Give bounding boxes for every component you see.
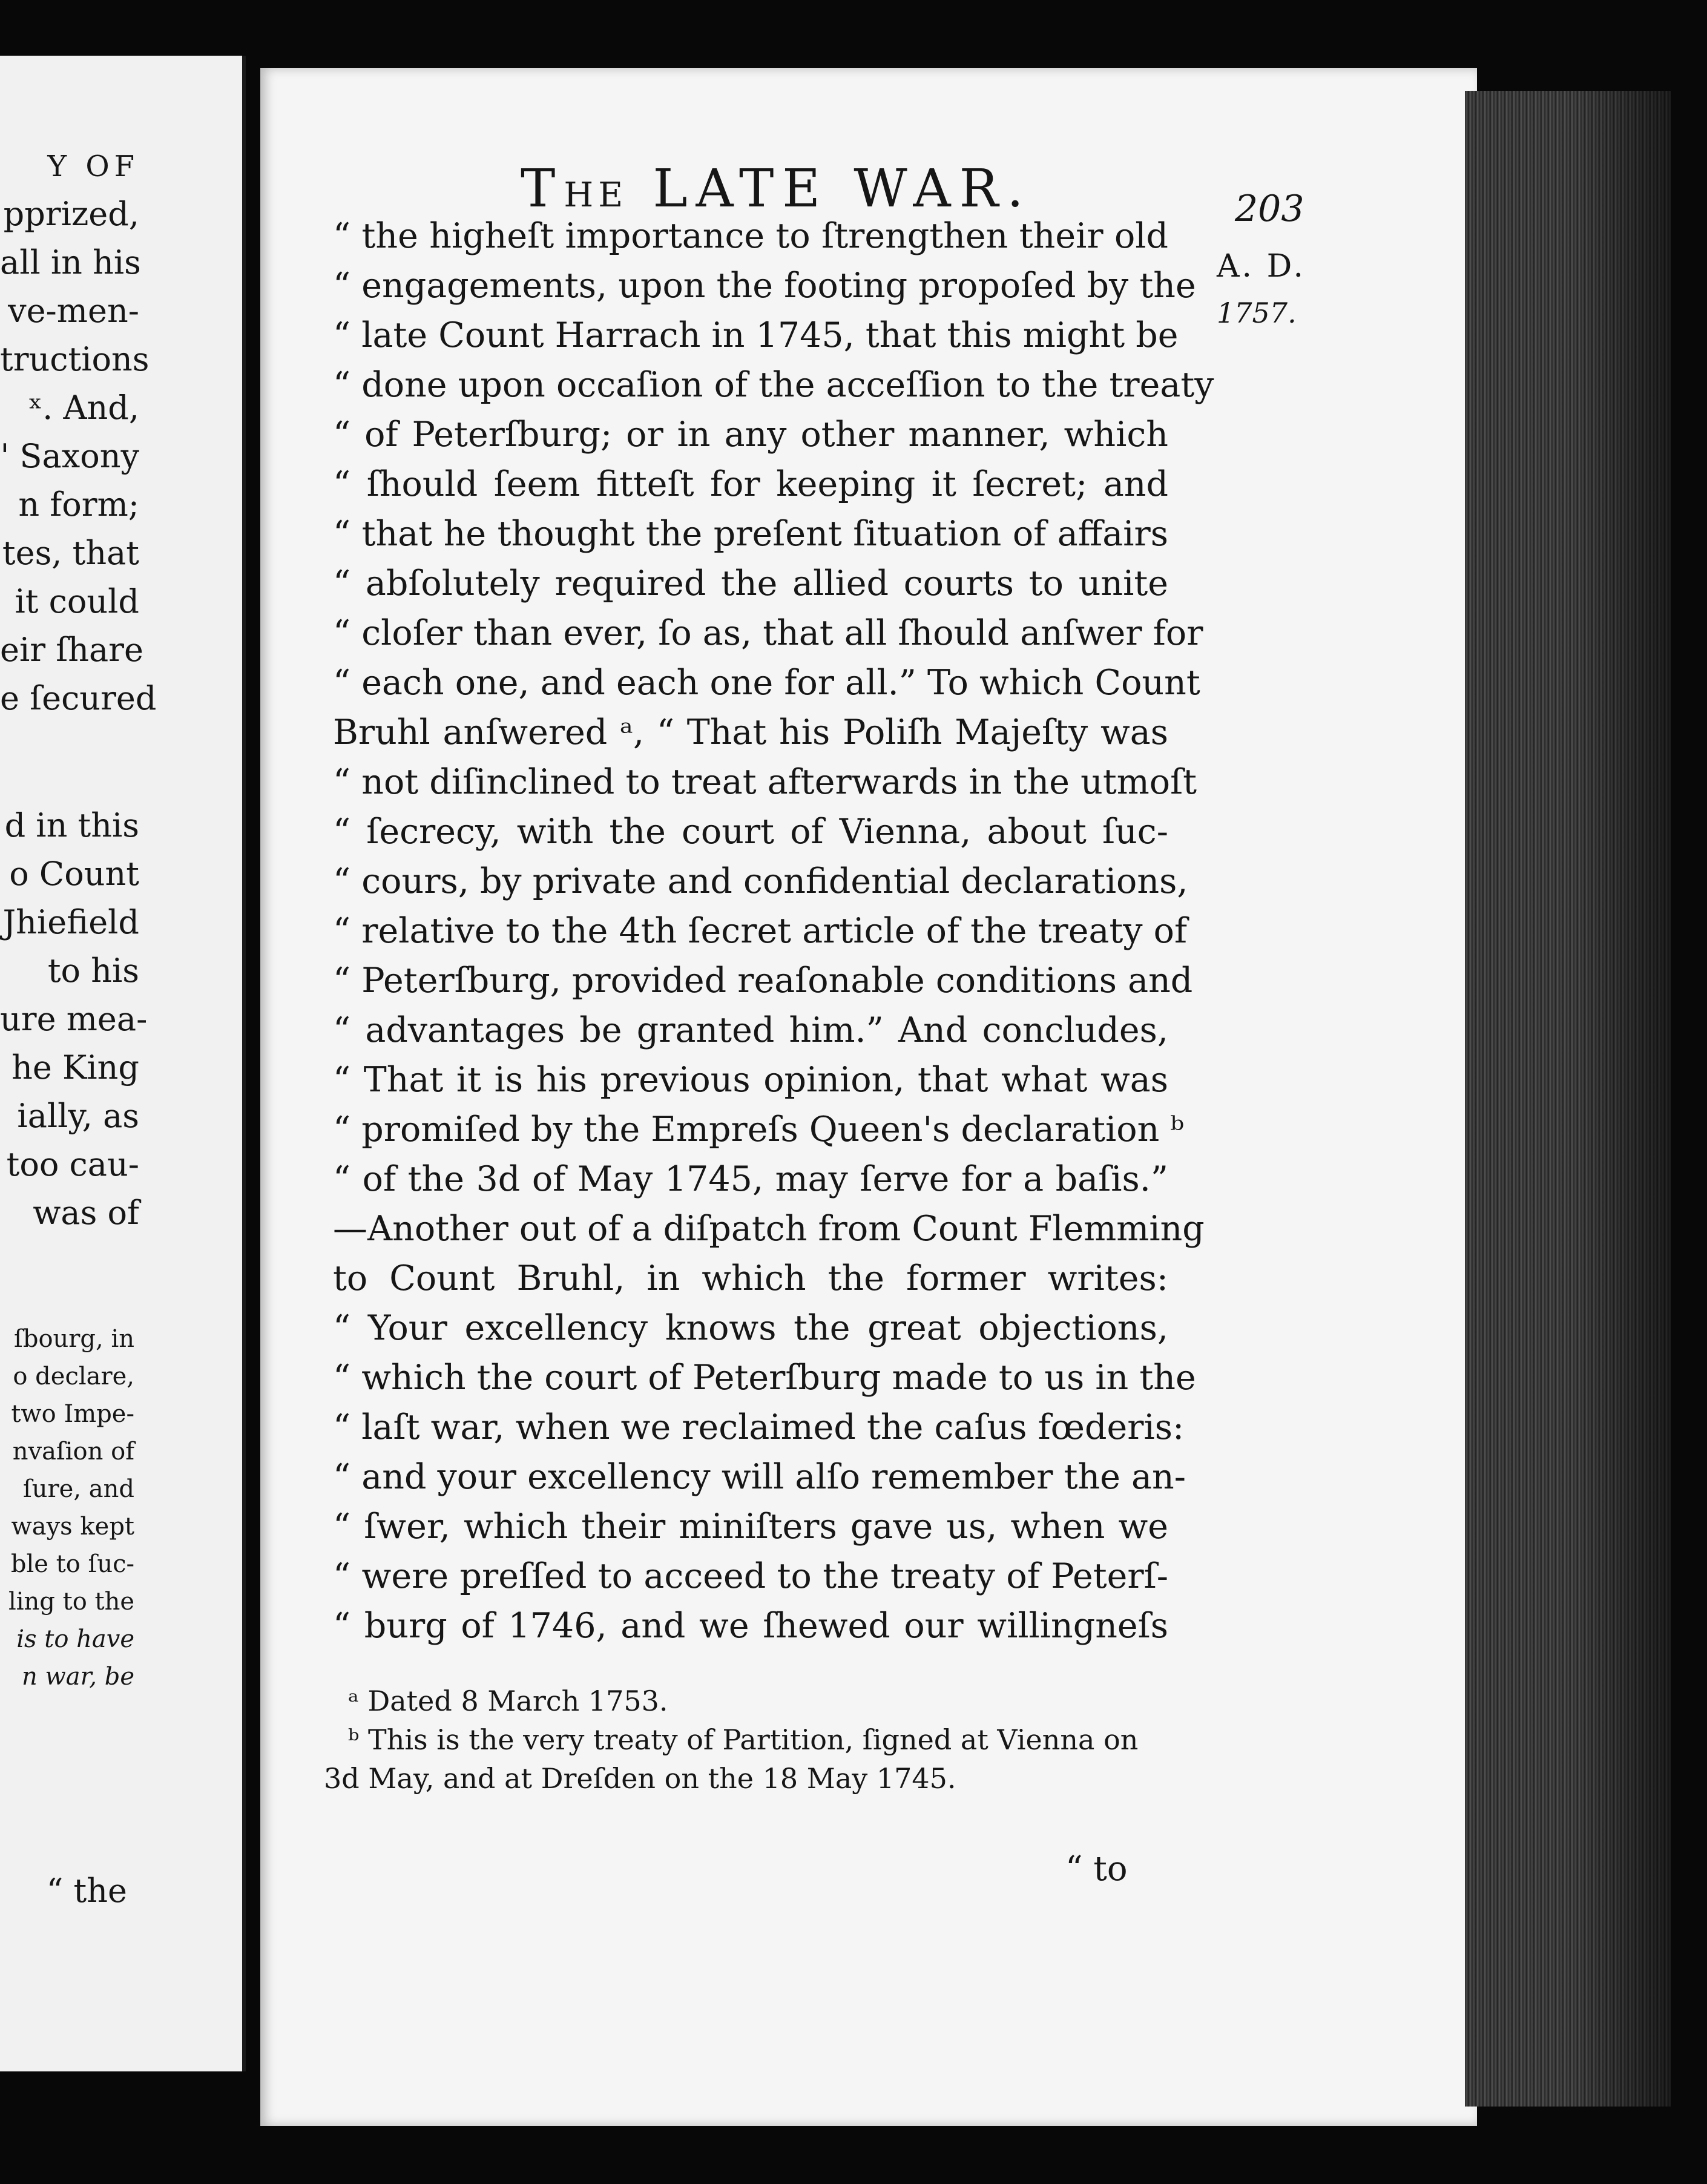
- left-line: Jhiefield: [2, 903, 139, 941]
- body-line: “ laſt war, when we reclaimed the caſus fœderis:: [333, 1407, 1185, 1447]
- left-line: too cau-: [6, 1145, 139, 1183]
- footnote-a: ᵃ Dated 8 March 1753.: [348, 1685, 668, 1717]
- running-head-small: HE: [564, 176, 628, 215]
- body-line: “ Your excellency knows the great objections,: [333, 1308, 1168, 1348]
- left-line: n form;: [18, 485, 139, 524]
- body-line: “ not diſinclined to treat afterwards in the utmoſt: [333, 762, 1197, 802]
- body-line: “ and your excellency will alſo remember the an-: [333, 1457, 1186, 1497]
- page-edges-shadow: [1574, 91, 1671, 2107]
- left-footnote-line: ſure, and: [22, 1475, 134, 1503]
- left-footnote-line: o declare,: [13, 1363, 134, 1390]
- body-line: “ burg of 1746, and we ſhewed our willingneſs: [333, 1606, 1168, 1646]
- left-line: it could: [15, 582, 139, 620]
- left-page-fragment: [0, 56, 246, 2071]
- body-line: “ promiſed by the Empreſs Queen's declaration ᵇ: [333, 1110, 1185, 1150]
- body-line: “ ſhould ſeem fitteſt for keeping it ſecret; and: [333, 464, 1168, 504]
- body-line: “ of Peterſburg; or in any other manner, which: [333, 415, 1168, 455]
- left-footnote-line: ble to ſuc-: [10, 1550, 134, 1578]
- body-line: “ the higheſt importance to ſtrengthen their old: [333, 216, 1168, 256]
- body-line: Bruhl anſwered ᵃ, “ That his Poliſh Majeſty was: [333, 712, 1168, 752]
- body-line: “ that he thought the preſent ſituation of affairs: [333, 514, 1168, 554]
- body-line: “ were preſſed to acceed to the treaty of Peterſ-: [333, 1556, 1168, 1596]
- body-line: “ Peterſburg, provided reaſonable conditions and: [333, 961, 1193, 1001]
- body-line: “ late Count Harrach in 1745, that this might be: [333, 315, 1179, 355]
- left-running-head: Y OF: [47, 150, 139, 183]
- left-line: tructions: [0, 340, 150, 378]
- left-line: ˣ. And,: [28, 389, 139, 427]
- left-footnote-line: n war, be: [22, 1663, 134, 1691]
- body-line: “ advantages be granted him.” And concludes,: [333, 1010, 1168, 1050]
- footnote-b-continued: 3d May, and at Dreſden on the 18 May 1745.: [324, 1762, 956, 1795]
- left-line: ure mea-: [0, 1000, 148, 1038]
- left-footnote-line: is to have: [16, 1625, 134, 1653]
- left-catchword: “ the: [46, 1872, 127, 1910]
- left-line: eir ſhare: [0, 631, 143, 669]
- left-footnote-line: two Impe-: [11, 1400, 134, 1428]
- left-line: ve-men-: [8, 292, 139, 330]
- body-line: “ relative to the 4th ſecret article of the treaty of: [333, 911, 1188, 951]
- body-line: “ ſecrecy, with the court of Vienna, about ſuc-: [333, 812, 1168, 852]
- margin-note-year: 1757.: [1217, 297, 1297, 329]
- left-line: tes, that: [2, 534, 139, 572]
- running-head: [521, 159, 1032, 219]
- body-line: “ cours, by private and confidential declarations,: [333, 861, 1188, 901]
- left-footnote-line: nvaſion of: [12, 1438, 134, 1465]
- page-number: 203: [1235, 188, 1304, 230]
- body-line: —Another out of a diſpatch from Count Flemming: [333, 1209, 1205, 1249]
- body-line: “ That it is his previous opinion, that what was: [333, 1060, 1168, 1100]
- running-head-title: LATE WAR.: [653, 159, 1032, 219]
- body-line: “ engagements, upon the footing propoſed by the: [333, 266, 1196, 306]
- left-line: all in his: [0, 243, 141, 281]
- left-line: e ſecured: [0, 679, 157, 717]
- footnote-b: ᵇ This is the very treaty of Partition, ſigned at Vienna on: [348, 1723, 1139, 1756]
- body-line: “ done upon occaſion of the acceſſion to the treaty: [333, 365, 1214, 405]
- left-line: ' Saxony: [0, 437, 139, 475]
- left-line: ially, as: [17, 1097, 139, 1135]
- body-line: “ abſolutely required the allied courts to unite: [333, 564, 1168, 604]
- body-line: “ which the court of Peterſburg made to us in the: [333, 1358, 1196, 1398]
- left-footnote-line: ways kept: [11, 1513, 134, 1541]
- left-line: to his: [47, 952, 139, 990]
- body-line: “ of the 3d of May 1745, may ſerve for a baſis.”: [333, 1159, 1168, 1199]
- left-line: he King: [12, 1048, 139, 1087]
- margin-note-ad: A. D.: [1217, 248, 1306, 285]
- left-line: pprized,: [3, 195, 139, 233]
- left-footnote-line: ſbourg, in: [14, 1325, 134, 1353]
- catchword: “ to: [1065, 1849, 1128, 1889]
- body-line: “ cloſer than ever, ſo as, that all ſhould anſwer for: [333, 613, 1203, 653]
- body-line: “ each one, and each one for all.” To which Count: [333, 663, 1200, 703]
- body-line: to Count Bruhl, in which the former writes:: [333, 1258, 1168, 1298]
- body-line: “ ſwer, which their miniſters gave us, when we: [333, 1507, 1168, 1547]
- running-head-initial: T: [521, 159, 564, 219]
- left-line: d in this: [4, 806, 139, 844]
- left-line: o Count: [9, 855, 139, 893]
- left-line: was of: [33, 1194, 139, 1232]
- left-footnote-line: ling to the: [8, 1588, 134, 1616]
